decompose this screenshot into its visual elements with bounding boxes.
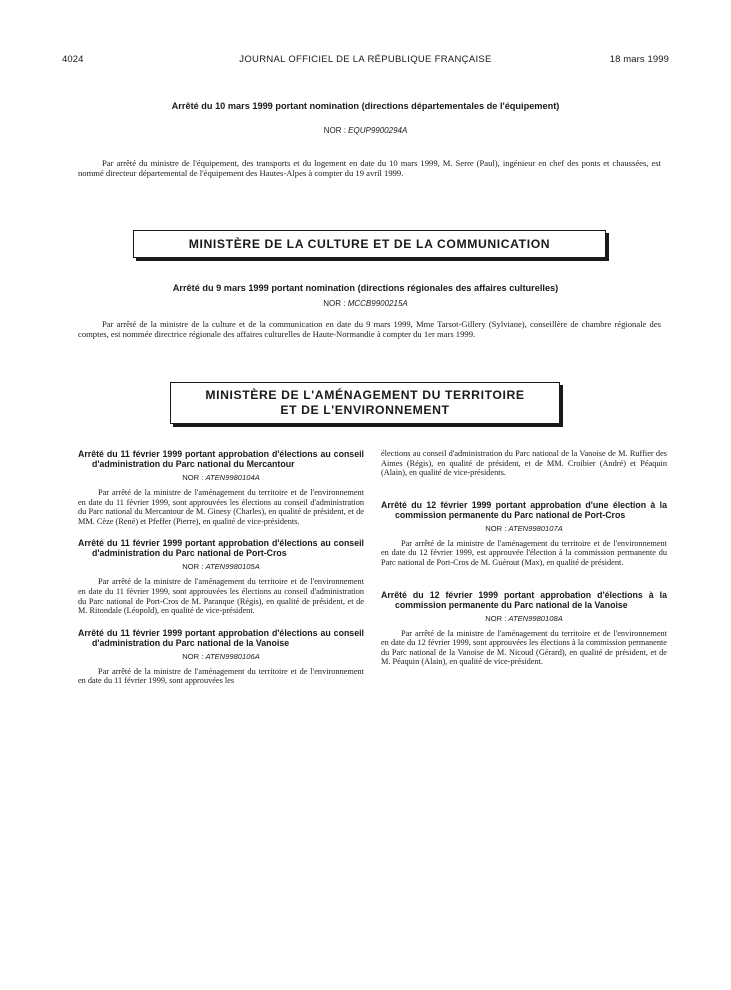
nor-code: EQUP9900294A (348, 126, 408, 135)
decree-body: Par arrêté de la ministre de l'aménagement du territoire et de l'environnement en date du 11 février 1999, sont approuvées les (78, 666, 364, 686)
nor-code: ATEN9980104A (205, 473, 260, 482)
decree-title: Arrêté du 12 février 1999 portant approbation d'élections à la commission permanente du Parc national de la Vanoise (381, 589, 667, 610)
nor-code: ATEN9980106A (205, 651, 260, 661)
ministry-heading-environnement (170, 382, 560, 424)
decree-body: Par arrêté de la ministre de l'aménagement du territoire et de l'environnement en date du 11 février 1999, sont approuvées les élections au conseil d'administration du Parc national de Port-Cros de M. Paranque (Régis), en qualité de président, et de M. Ritondale (Léopold), en qualité de vice-président. (78, 577, 364, 616)
decree-title: Arrêté du 11 février 1999 portant approbation d'élections au conseil d'administration du Parc national de Port-Cros (78, 538, 364, 559)
decree-body-equipement: Par arrêté du ministre de l'équipement, des transports et du logement en date du 10 mars 1999, M. Serre (Paul), ingénieur en chef des ponts et chaussées, est nommé directeur départemental de l'équipement des Hautes-Alpes à compter du 19 avril 1999. (78, 158, 661, 179)
nor-label: NOR : (182, 562, 204, 572)
right-column (381, 449, 667, 679)
decree-title: Arrêté du 11 février 1999 portant approbation d'élections au conseil d'administration du Parc national du Mercantour (78, 449, 364, 469)
nor-label: NOR : (485, 523, 507, 533)
decree-title-equipement: Arrêté du 10 mars 1999 portant nomination (directions départementales de l'équipement) (171, 101, 560, 111)
nor-code: ATEN9980105A (205, 562, 260, 572)
nor-reference (381, 524, 667, 533)
nor-reference (78, 473, 364, 482)
nor-reference (62, 299, 669, 308)
decree-entry (381, 590, 667, 667)
issue-date: 18 mars 1999 (609, 54, 669, 65)
nor-reference (78, 652, 364, 661)
decree-entry (78, 538, 364, 615)
ministry-name: MINISTÈRE DE LA CULTURE ET DE LA COMMUNICATION (188, 236, 551, 251)
decree-body-continuation: élections au conseil d'administration du Parc national de la Vanoise de M. Ruffier des Aimes (Régis), en qualité de président, et de MM. Croibier (André) et Péaquin (Alain), en qualité de vice-présidents. (381, 449, 667, 478)
decree-body: Par arrêté de la ministre de l'aménagement du territoire et de l'environnement en date du 12 février 1999, sont approuvées les élections à la commission permanente du Parc national de la Vanoise de M. Nicoud (Gérard), en qualité de président, et de M. Péaquin (Alain), en qualité de vice-président. (381, 628, 667, 667)
nor-reference (62, 126, 669, 135)
nor-label: NOR : (182, 651, 204, 661)
decree-entry (78, 449, 364, 526)
nor-code: ATEN9980108A (508, 613, 563, 623)
nor-label: NOR : (323, 299, 346, 308)
nor-label: NOR : (182, 473, 204, 482)
page-number: 4024 (62, 54, 84, 65)
decree-title-culture: Arrêté du 9 mars 1999 portant nomination (directions régionales des affaires culturelles) (172, 283, 559, 293)
left-column (78, 449, 364, 698)
nor-code: ATEN9980107A (508, 523, 563, 533)
nor-label: NOR : (323, 126, 346, 135)
decree-title: Arrêté du 12 février 1999 portant approbation d'une élection à la commission permanente du Parc national de Port-Cros (381, 499, 667, 520)
nor-reference (78, 562, 364, 571)
nor-code: MCCB9900215A (347, 299, 408, 308)
journal-title: JOURNAL OFFICIEL DE LA RÉPUBLIQUE FRANÇAISE (239, 54, 492, 65)
decree-entry (78, 628, 364, 686)
decree-body: Par arrêté de la ministre de l'aménagement du territoire et de l'environnement en date du 12 février 1999, est approuvée l'élection à la commission permanente du Parc national de Port-Cros de M. Guérout (Max), en qualité de président. (381, 538, 667, 567)
ministry-heading-culture (133, 230, 606, 258)
decree-entry (381, 500, 667, 568)
nor-reference (381, 614, 667, 623)
nor-label: NOR : (485, 613, 507, 623)
decree-body: Par arrêté de la ministre de l'aménagement du territoire et de l'environnement en date du 11 février 1999, sont approuvées les élections au conseil d'administration du Parc national du Mercantour de M. Ginesy (Charles), en qualité de président, et de MM. Cèze (René) et Pfeffer (Pierre), en qualité de vice-présidents. (78, 488, 364, 526)
decree-title: Arrêté du 11 février 1999 portant approbation d'élections au conseil d'administration du Parc national de la Vanoise (78, 627, 364, 648)
ministry-name-line1: MINISTÈRE DE L'AMÉNAGEMENT DU TERRITOIRE (205, 388, 525, 402)
decree-body-culture: Par arrêté de la ministre de la culture et de la communication en date du 9 mars 1999, Mme Tarsot-Gillery (Sylviane), conseillère de chambre régionale des comptes, est nommée directrice régionale des affaires culturelles de Haute-Normandie à compter du 1er mars 1999. (78, 319, 661, 340)
ministry-name-line2: ET DE L'ENVIRONNEMENT (280, 403, 450, 417)
